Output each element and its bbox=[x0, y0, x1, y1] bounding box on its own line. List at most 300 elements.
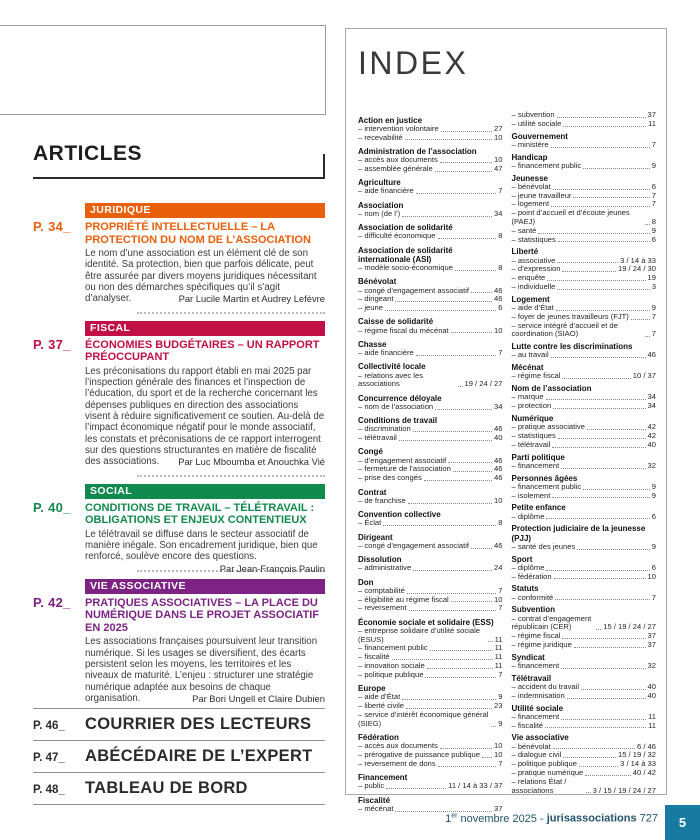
index-entry[interactable] bbox=[358, 760, 503, 769]
index-leader-dots bbox=[556, 310, 650, 311]
index-leader-dots bbox=[471, 292, 492, 293]
index-entry-pages: 6 bbox=[651, 181, 656, 191]
index-entry-label: – accident du travail bbox=[511, 681, 580, 691]
index-entry-pages: 9 bbox=[651, 302, 656, 312]
index-entry-label: – enquête bbox=[511, 273, 546, 283]
index-entry-list bbox=[358, 187, 503, 196]
index-leader-dots bbox=[558, 241, 650, 242]
index-leader-dots bbox=[395, 301, 492, 302]
index-leader-dots bbox=[557, 117, 646, 118]
index-entry[interactable] bbox=[358, 134, 503, 143]
index-entry-pages: 32 bbox=[647, 660, 656, 670]
index-entry[interactable] bbox=[358, 304, 503, 313]
index-entry-pages: 7 bbox=[498, 669, 503, 679]
index-leader-dots bbox=[409, 610, 497, 611]
index-entry-list bbox=[512, 543, 657, 552]
index-group bbox=[358, 618, 503, 680]
index-entry-pages: 46 bbox=[494, 464, 503, 474]
article-content bbox=[85, 321, 325, 477]
index-entry-label: – jeune bbox=[358, 303, 383, 313]
article-title[interactable]: ÉCONOMIES BUDGÉTAIRES – UN RAPPORT PRÉOCCUPANT bbox=[85, 338, 320, 364]
index-entry[interactable] bbox=[358, 232, 503, 241]
index-leader-dots bbox=[554, 578, 646, 579]
index-entry[interactable] bbox=[512, 513, 657, 522]
articles-rule bbox=[33, 177, 325, 179]
index-entry-pages: 37 bbox=[647, 110, 656, 119]
index-term: Action en justice bbox=[358, 115, 423, 125]
index-group bbox=[358, 394, 503, 412]
index-entry-label: – difficulté économique bbox=[358, 231, 436, 241]
index-group bbox=[512, 384, 657, 411]
index-term: Handicap bbox=[511, 152, 548, 162]
index-entry-label: – accès aux documents bbox=[358, 741, 438, 751]
index-entry-label: – au travail bbox=[511, 350, 549, 360]
index-entry-pages: 7 bbox=[498, 186, 503, 196]
index-group bbox=[358, 684, 503, 728]
index-group bbox=[358, 488, 503, 506]
index-term: Petite enfance bbox=[511, 503, 566, 513]
index-entry-list bbox=[512, 423, 657, 449]
index-entry-pages: 9 bbox=[651, 160, 656, 170]
index-entry[interactable] bbox=[358, 711, 503, 729]
index-leader-dots bbox=[553, 189, 650, 190]
article-page-ref[interactable]: P. 37_ bbox=[33, 336, 71, 352]
index-group bbox=[512, 414, 657, 450]
index-entry[interactable] bbox=[512, 141, 657, 150]
index-group bbox=[512, 674, 657, 701]
index-entry[interactable] bbox=[512, 402, 657, 411]
index-entry-pages: 34 bbox=[647, 401, 656, 411]
index-group bbox=[358, 796, 503, 814]
index-entry[interactable] bbox=[512, 662, 657, 671]
article-title[interactable]: PROPRIÉTÉ INTELLECTUELLE – LA PROTECTION DU NOM DE L’ASSOCIATION bbox=[85, 221, 311, 246]
index-entry[interactable] bbox=[512, 462, 657, 471]
article-page-ref[interactable]: P. 42_ bbox=[33, 594, 71, 610]
index-entry-pages: 11 bbox=[494, 652, 503, 662]
index-entry-list bbox=[512, 713, 657, 731]
index-entry[interactable] bbox=[512, 441, 657, 450]
index-entry-label: – statistiques bbox=[511, 430, 556, 440]
index-entry-pages: 7 bbox=[651, 592, 656, 602]
index-leader-dots bbox=[385, 310, 496, 311]
index-entry[interactable] bbox=[358, 349, 503, 358]
index-group bbox=[358, 416, 503, 443]
index-leader-dots bbox=[458, 386, 463, 387]
index-entry[interactable] bbox=[358, 542, 503, 551]
index-entry[interactable] bbox=[512, 778, 657, 796]
index-leader-dots bbox=[551, 206, 650, 207]
index-entry-label: – santé des jeunes bbox=[511, 541, 576, 551]
index-entry[interactable] bbox=[512, 692, 657, 701]
article-summary-text: Les associations françaises poursuivent leur transition numérique. Si les usages se diversifient, des écarts persistent selon les moyens, les territoires et les niveaux de maturité. L’enjeu : structurer une stratégie numérique adaptée aux besoins de chaque organisation. bbox=[85, 636, 318, 704]
index-term: Mécénat bbox=[511, 363, 544, 373]
index-term: Convention collective bbox=[358, 510, 441, 520]
index-leader-dots bbox=[551, 147, 650, 148]
index-entry-pages: 7 bbox=[651, 199, 656, 209]
index-term: Numérique bbox=[511, 413, 554, 423]
index-leader-dots bbox=[631, 319, 650, 320]
index-term: Association bbox=[358, 200, 404, 210]
index-entry[interactable] bbox=[512, 322, 657, 340]
index-leader-dots bbox=[546, 518, 649, 519]
index-entry-pages: 11 bbox=[494, 643, 503, 653]
index-entry-pages: 37 bbox=[647, 639, 656, 649]
index-entry-label: – accès aux documents bbox=[358, 155, 438, 164]
index-term: Personnes âgées bbox=[511, 473, 578, 483]
index-leader-dots bbox=[386, 788, 446, 789]
index-entry-list bbox=[358, 742, 503, 768]
index-entry-label: – ministère bbox=[511, 139, 549, 149]
index-group bbox=[358, 555, 503, 573]
index-group bbox=[358, 773, 503, 791]
index-term: Subvention bbox=[511, 605, 556, 615]
index-entry[interactable] bbox=[512, 236, 657, 245]
index-group bbox=[512, 653, 657, 671]
index-entry-label: – dirigeant bbox=[358, 294, 394, 304]
index-leader-dots bbox=[579, 766, 618, 767]
index-entry-label: – dialogue civil bbox=[511, 750, 562, 760]
index-leader-dots bbox=[557, 289, 649, 290]
index-entry-label: – associative bbox=[511, 255, 556, 265]
index-entry-pages: 46 bbox=[494, 294, 503, 304]
index-entry-label: – indemnisation bbox=[511, 690, 565, 700]
index-entry-label: – de franchise bbox=[358, 495, 406, 505]
index-leader-dots bbox=[573, 197, 649, 198]
index-entry-label: – foyer de jeunes travailleurs (FJT) bbox=[511, 311, 629, 321]
index-entry-list bbox=[512, 304, 657, 339]
index-columns bbox=[358, 111, 656, 814]
index-entry[interactable] bbox=[512, 372, 657, 381]
index-entry-pages: 10 bbox=[494, 741, 503, 751]
index-group bbox=[512, 132, 657, 150]
index-entry-pages: 37 bbox=[494, 803, 503, 813]
index-entry[interactable] bbox=[358, 165, 503, 174]
index-entry[interactable] bbox=[358, 264, 503, 273]
index-entry-pages: 6 bbox=[651, 562, 656, 572]
index-leader-dots bbox=[553, 408, 645, 409]
index-term: Agriculture bbox=[358, 178, 401, 188]
index-entry-label: – diplôme bbox=[511, 562, 545, 572]
index-entry-list bbox=[512, 483, 657, 501]
index-term: Fiscalité bbox=[358, 795, 391, 805]
index-entry[interactable] bbox=[512, 120, 657, 129]
index-entry-label: – régime fiscal bbox=[511, 371, 561, 381]
index-entry-label: – public bbox=[358, 781, 385, 791]
index-entry-label: – liberté civile bbox=[358, 701, 405, 711]
index-entry-pages: 19 / 24 / 27 bbox=[464, 379, 503, 389]
index-leader-dots bbox=[586, 792, 591, 793]
index-entry-label: – service intégré d’accueil et de coordination (SIAO) bbox=[511, 320, 618, 339]
index-term: Liberté bbox=[511, 247, 539, 257]
index-term: Financement bbox=[358, 773, 408, 783]
index-entry-label: – mécénat bbox=[358, 803, 394, 813]
index-entry[interactable] bbox=[358, 327, 503, 336]
index-entry[interactable] bbox=[512, 543, 657, 552]
index-entry-label: – Éclat bbox=[358, 518, 382, 528]
index-term: Fédération bbox=[358, 733, 399, 743]
index-entry[interactable] bbox=[512, 641, 657, 650]
index-entry-label: – relations État / associations bbox=[511, 776, 567, 795]
index-leader-dots bbox=[407, 593, 496, 594]
index-leader-dots bbox=[552, 447, 645, 448]
index-group bbox=[358, 277, 503, 313]
index-entry-label: – aide d’État bbox=[511, 302, 554, 312]
index-leader-dots bbox=[491, 726, 496, 727]
index-entry-list bbox=[358, 497, 503, 506]
index-term: Association de solidarité bbox=[358, 223, 453, 233]
index-entry[interactable] bbox=[358, 671, 503, 680]
index-entry-pages: 10 bbox=[494, 594, 503, 604]
index-entry-pages: 47 bbox=[494, 163, 503, 173]
index-entry[interactable] bbox=[512, 162, 657, 171]
index-leader-dots bbox=[406, 708, 492, 709]
index-entry-label: – reversement bbox=[358, 603, 407, 613]
index-entry-pages: 8 bbox=[498, 518, 503, 528]
index-column-right bbox=[512, 111, 657, 814]
index-entry-list bbox=[358, 287, 503, 313]
index-entry-pages: 10 bbox=[494, 155, 503, 164]
index-leader-dots bbox=[563, 757, 616, 758]
index-group bbox=[512, 733, 657, 795]
article-summary bbox=[85, 636, 325, 704]
index-entry-list bbox=[512, 462, 657, 471]
index-entry-pages: 7 bbox=[498, 603, 503, 613]
index-entry[interactable] bbox=[358, 627, 503, 645]
index-entry-pages: 24 bbox=[494, 563, 503, 573]
index-entry-pages: 40 bbox=[647, 690, 656, 700]
index-entry-pages: 11 bbox=[494, 661, 503, 671]
index-entry-pages: 19 / 24 / 30 bbox=[618, 264, 656, 274]
index-entry-pages: 9 bbox=[651, 481, 656, 491]
index-entry-list bbox=[512, 393, 657, 411]
index-entry-label: – télétravail bbox=[511, 439, 551, 449]
index-group bbox=[512, 342, 657, 360]
rubrique-title: ABÉCÉDAIRE DE L’EXPERT bbox=[85, 747, 313, 766]
index-entry[interactable] bbox=[358, 434, 503, 443]
index-group bbox=[358, 533, 503, 551]
index-entry-list bbox=[358, 782, 503, 791]
index-entry-pages: 6 bbox=[651, 234, 656, 244]
article-page-ref[interactable]: P. 34_ bbox=[33, 219, 71, 234]
index-leader-dots bbox=[585, 775, 630, 776]
index-leader-dots bbox=[538, 233, 649, 234]
index-entry-label: – reversement de dons bbox=[358, 758, 436, 768]
index-group bbox=[512, 474, 657, 501]
index-leader-dots bbox=[557, 262, 618, 263]
index-term: Dissolution bbox=[358, 555, 402, 565]
index-entry-label: – logement bbox=[511, 199, 550, 209]
rubrique-title: COURRIER DES LECTEURS bbox=[85, 715, 312, 734]
index-entry-label: – nom (de l’) bbox=[358, 208, 401, 218]
index-entry-list bbox=[358, 587, 503, 613]
index-leader-dots bbox=[416, 193, 497, 194]
index-entry-pages: 46 bbox=[494, 285, 503, 295]
index-entry-list bbox=[358, 564, 503, 573]
index-leader-dots bbox=[546, 570, 649, 571]
index-entry[interactable] bbox=[512, 573, 657, 582]
index-entry-list bbox=[512, 141, 657, 150]
footer-date-superscript: er bbox=[451, 812, 458, 819]
index-leader-dots bbox=[438, 238, 497, 239]
article-title[interactable]: PRATIQUES ASSOCIATIVES – LA PLACE DU NUMÉRIQUE DANS LE PROJET ASSOCIATIF EN 2025 bbox=[85, 596, 320, 634]
index-entry-pages: 6 bbox=[498, 303, 503, 313]
index-term: Sport bbox=[511, 554, 533, 564]
index-entry-pages: 11 / 14 à 33 / 37 bbox=[448, 781, 503, 791]
index-entry[interactable] bbox=[358, 782, 503, 791]
index-entry[interactable] bbox=[512, 722, 657, 731]
index-column-left bbox=[358, 111, 503, 814]
index-term: Télétravail bbox=[511, 673, 552, 683]
index-entry-pages: 7 bbox=[498, 758, 503, 768]
index-entry[interactable] bbox=[512, 594, 657, 603]
index-leader-dots bbox=[488, 641, 493, 642]
rubrique-row[interactable] bbox=[33, 741, 325, 773]
rubrique-title: TABLEAU DE BORD bbox=[85, 779, 248, 798]
index-entry-label: – comptabilité bbox=[358, 585, 405, 595]
index-leader-dots bbox=[583, 489, 650, 490]
index-leader-dots bbox=[413, 431, 492, 432]
index-group bbox=[358, 201, 503, 219]
index-entry-list bbox=[358, 125, 503, 143]
articles-column bbox=[33, 203, 325, 805]
index-leader-dots bbox=[551, 357, 646, 358]
index-leader-dots bbox=[440, 162, 492, 163]
index-entry[interactable] bbox=[512, 209, 657, 227]
index-leader-dots bbox=[413, 570, 492, 571]
index-leader-dots bbox=[567, 698, 646, 699]
index-entry-label: – fiscalité bbox=[358, 652, 390, 662]
index-leader-dots bbox=[583, 168, 650, 169]
article-byline: Par Luc Mboumba et Anouchka Vié bbox=[178, 456, 325, 468]
index-leader-dots bbox=[402, 699, 496, 700]
category-chip: SOCIAL bbox=[85, 484, 325, 499]
index-group bbox=[512, 453, 657, 471]
index-leader-dots bbox=[448, 462, 492, 463]
index-entry-label: – d’expression bbox=[511, 264, 561, 274]
index-group bbox=[358, 147, 503, 174]
index-entry[interactable] bbox=[358, 604, 503, 613]
index-leader-dots bbox=[440, 748, 492, 749]
index-group bbox=[512, 605, 657, 649]
index-group bbox=[358, 733, 503, 769]
index-entry-label: – régime fiscal bbox=[511, 631, 561, 641]
index-entry-list bbox=[358, 232, 503, 241]
article-title[interactable]: CONDITIONS DE TRAVAIL – TÉLÉTRAVAIL : OBLIGATIONS ET ENJEUX CONTENTIEUX bbox=[85, 501, 315, 527]
index-entry-pages: 10 bbox=[494, 132, 503, 142]
article-content bbox=[85, 484, 325, 572]
index-entry-pages: 8 bbox=[651, 216, 656, 226]
index-entry-pages: 9 bbox=[498, 718, 503, 728]
index-entry-label: – fiscalité bbox=[511, 720, 544, 730]
index-entry[interactable] bbox=[512, 283, 657, 292]
index-term: Parti politique bbox=[511, 452, 565, 462]
index-term: Concurrence déloyale bbox=[358, 393, 442, 403]
index-entry-label: – pratique numérique bbox=[511, 767, 584, 777]
footer-issue-number: 727 bbox=[636, 812, 658, 825]
index-entry-pages: 3 / 14 à 33 bbox=[620, 759, 656, 769]
index-entry[interactable] bbox=[358, 564, 503, 573]
index-entry[interactable] bbox=[358, 210, 503, 219]
index-leader-dots bbox=[553, 748, 635, 749]
index-entry-pages: 9 bbox=[651, 225, 656, 235]
index-entry-pages: 11 bbox=[494, 634, 503, 644]
index-entry-label: – intervention volontaire bbox=[358, 123, 439, 133]
index-group bbox=[358, 246, 503, 273]
index-entry[interactable] bbox=[358, 474, 503, 483]
index-entry[interactable] bbox=[512, 615, 657, 633]
article-summary-text: Le télétravail se diffuse dans le secteur associatif de manière inégale. Son encadrement juridique, bien que renforcé, soulève encore des questions. bbox=[85, 528, 318, 563]
index-entry[interactable] bbox=[358, 372, 503, 390]
index-entry-pages: 9 bbox=[651, 490, 656, 500]
article-entry bbox=[33, 484, 325, 572]
index-entry-pages: 15 / 19 / 32 bbox=[618, 750, 656, 760]
index-entry-pages: 7 bbox=[651, 329, 656, 339]
index-leader-dots bbox=[596, 629, 601, 630]
index-entry[interactable] bbox=[358, 519, 503, 528]
index-entry-pages: 7 bbox=[651, 311, 656, 321]
index-entry-pages: 19 bbox=[647, 273, 656, 283]
footer-date: 1er novembre 2025 - bbox=[445, 812, 547, 825]
index-leader-dots bbox=[562, 638, 645, 639]
index-entry[interactable] bbox=[512, 351, 657, 360]
index-group bbox=[358, 447, 503, 483]
article-summary-text: Le nom d’une association est un élément clé de son identité. Sa protection, bien que parfois délicate, peut être assurée par divers moyens juridiques nécessitant ou non des démarches spécifiques qu’il s’agit d’analyser. bbox=[85, 248, 317, 305]
index-entry-label: – jeune travailleur bbox=[511, 190, 572, 200]
index-entry-label: – bénévolat bbox=[511, 741, 551, 751]
index-entry-list bbox=[358, 425, 503, 443]
index-entry-label: – fédération bbox=[511, 571, 552, 581]
index-entry-label: – prise des congés bbox=[358, 473, 422, 483]
index-entry-list bbox=[512, 564, 657, 582]
index-term: Gouvernement bbox=[511, 131, 568, 141]
index-entry-pages: 27 bbox=[494, 123, 503, 133]
index-entry-label: – isolement bbox=[511, 490, 551, 500]
index-term: Jeunesse bbox=[511, 173, 548, 183]
dotted-separator bbox=[137, 312, 325, 314]
category-chip: FISCAL bbox=[85, 321, 325, 336]
index-entry-label: – protection bbox=[511, 401, 552, 411]
article-page-ref[interactable]: P. 40_ bbox=[33, 499, 71, 515]
rubrique-row[interactable] bbox=[33, 709, 325, 741]
index-entry-pages: 7 bbox=[651, 190, 656, 200]
index-entry-label: – recevabilité bbox=[358, 132, 403, 142]
index-leader-dots bbox=[455, 270, 496, 271]
index-entry-label: – individuelle bbox=[511, 281, 556, 291]
index-leader-dots bbox=[427, 668, 493, 669]
index-term: Collectivité locale bbox=[358, 362, 426, 372]
index-entry-label: – éligibilité au régime fiscal bbox=[358, 594, 449, 604]
index-leader-dots bbox=[416, 355, 497, 356]
index-entry[interactable] bbox=[358, 403, 503, 412]
index-entry-label: – modèle socio-économique bbox=[358, 263, 453, 272]
index-entry-pages: 10 / 37 bbox=[632, 371, 656, 381]
index-term: Caisse de solidarité bbox=[358, 317, 434, 327]
index-entry-label: – discrimination bbox=[358, 424, 411, 434]
index-entry-pages: 11 bbox=[648, 711, 656, 721]
index-entry-list bbox=[512, 162, 657, 171]
index-leader-dots bbox=[577, 549, 650, 550]
article-summary-text: Les préconisations du rapport établi en mai 2025 par l’inspection générale des finances et l’inspection de l’éducation, du sport et de la recherche concernant les dépenses publiques en direction des associations visent à réduire significativement ce soutien. Au-delà de l’impact économique négatif pour le monde associatif, les constats et préconisations de ce rapport interrogent sur des questions structurantes en matière de fiscalité des associations. bbox=[85, 365, 325, 468]
index-entry-pages: 11 bbox=[648, 720, 656, 730]
index-entry[interactable] bbox=[512, 492, 657, 501]
index-term: Lutte contre les discriminations bbox=[511, 342, 633, 352]
rubrique-row[interactable] bbox=[33, 773, 325, 805]
index-entry-label: – aide d’État bbox=[358, 692, 401, 702]
index-entry[interactable] bbox=[358, 497, 503, 506]
index-term: Statuts bbox=[511, 584, 539, 594]
index-entry-label: – service d’intérêt économique général (SIEG) bbox=[358, 709, 489, 728]
index-entry[interactable] bbox=[358, 187, 503, 196]
